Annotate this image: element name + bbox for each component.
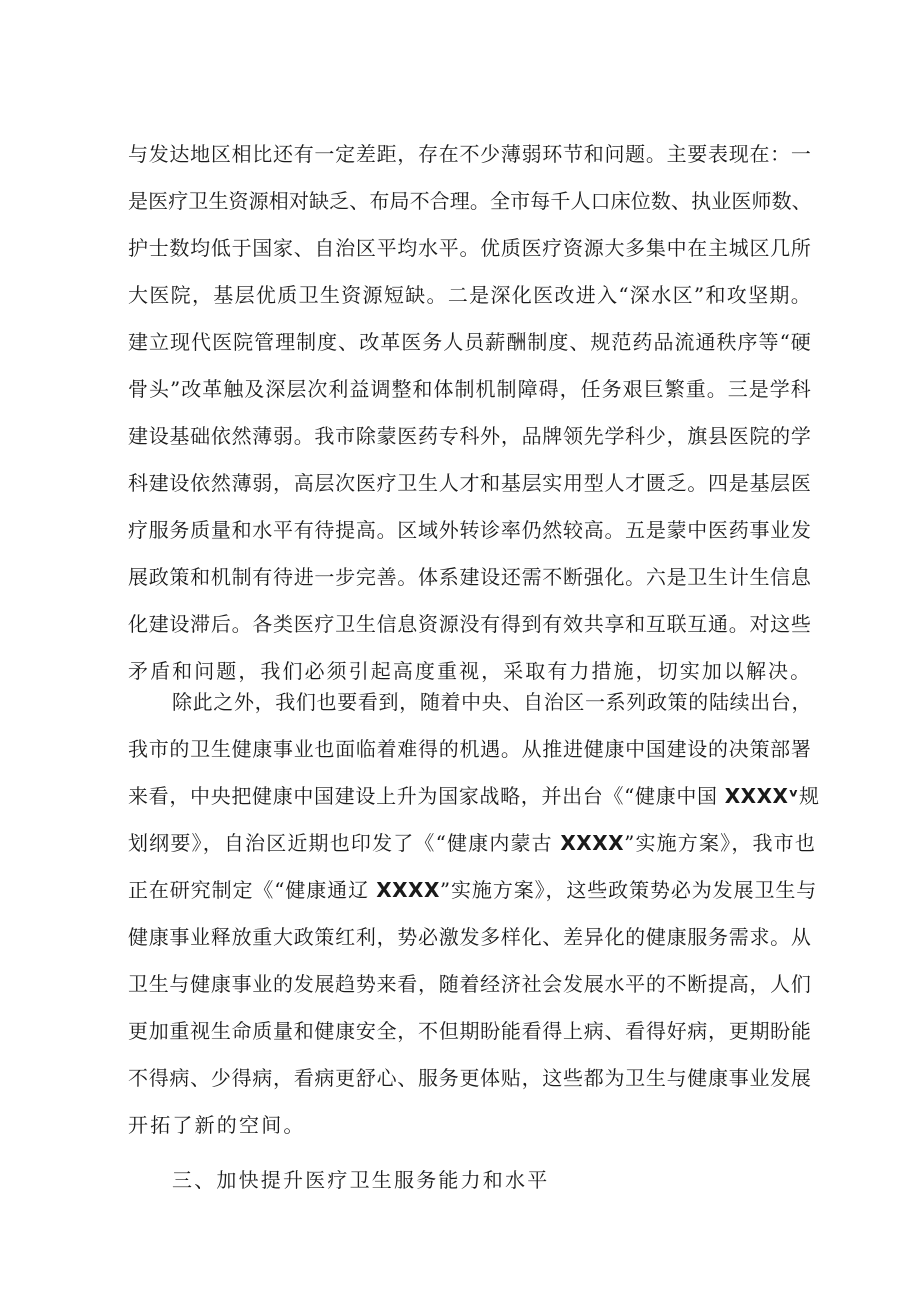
text-line: 与发达地区相比还有一定差距，存在不少薄弱环节和问题。主要表现在：一 bbox=[128, 142, 812, 166]
text-run: 来看，中央把健康中国建设上升为国家战略，并出台《“健康中国 bbox=[128, 784, 725, 808]
text-run: 规 bbox=[798, 784, 820, 808]
text-line: 骨头”改革触及深层次利益调整和体制机制障碍，任务艰巨繁重。三是学科 bbox=[128, 377, 812, 401]
text-line: 我市的卫生健康事业也面临着难得的机遇。从推进健康中国建设的决策部署 bbox=[128, 737, 812, 761]
placeholder-code: XXXX bbox=[560, 831, 625, 855]
text-line bbox=[128, 876, 817, 904]
text-line: 护士数均低于国家、自治区平均水平。优质医疗资源大多集中在主城区几所 bbox=[128, 236, 812, 260]
placeholder-code: XXXXᵛ bbox=[724, 784, 799, 808]
text-line: 化建设滞后。各类医疗卫生信息资源没有得到有效共享和互联互通。对这些 bbox=[128, 612, 812, 636]
text-line: 开拓了新的空间。 bbox=[128, 1113, 306, 1137]
placeholder-code: XXXX bbox=[376, 878, 440, 902]
section-heading: 三、加快提升医疗卫生服务能力和水平 bbox=[172, 1168, 550, 1192]
text-line: 展政策和机制有待进一步完善。体系建设还需不断强化。六是卫生计生信息 bbox=[128, 565, 812, 589]
text-line: 建立现代医院管理制度、改革医务人员薪酬制度、规范药品流通秩序等“硬 bbox=[128, 330, 812, 354]
text-run: 划纲要》，自治区近期也印发了《“健康内蒙古 bbox=[128, 831, 561, 855]
text-line: 是医疗卫生资源相对缺乏、布局不合理。全市每千人口床位数、执业医师数、 bbox=[128, 189, 812, 213]
text-line: 更加重视生命质量和健康安全，不但期盼能看得上病、看得好病，更期盼能 bbox=[128, 1019, 812, 1043]
text-line: 矛盾和问题，我们必须引起高度重视，采取有力措施，切实加以解决。 bbox=[128, 659, 813, 683]
text-line: 不得病、少得病，看病更舒心、服务更体贴，这些都为卫生与健康事业发展 bbox=[128, 1066, 812, 1090]
text-line: 卫生与健康事业的发展趋势来看，随着经济社会发展水平的不断提高，人们 bbox=[128, 972, 812, 996]
text-line: 除此之外，我们也要看到，随着中央、自治区一系列政策的陆续出台， bbox=[172, 690, 813, 714]
text-line: 大医院，基层优质卫生资源短缺。二是深化医改进入“深水区”和攻坚期。 bbox=[128, 283, 813, 307]
text-line bbox=[128, 782, 820, 810]
text-line bbox=[128, 829, 816, 857]
text-line: 科建设依然薄弱，高层次医疗卫生人才和基层实用型人才匮乏。四是基层医 bbox=[128, 471, 812, 495]
text-line: 建设基础依然薄弱。我市除蒙医药专科外，品牌领先学科少，旗县医院的学 bbox=[128, 424, 812, 448]
text-line: 疗服务质量和水平有待提高。区域外转诊率仍然较高。五是蒙中医药事业发 bbox=[128, 518, 812, 542]
text-line: 健康事业释放重大政策红利，势必激发多样化、差异化的健康服务需求。从 bbox=[128, 925, 812, 949]
text-run: 正在研究制定《“健康通辽 bbox=[128, 878, 377, 902]
text-run: ”实施方案》，我市也 bbox=[624, 831, 817, 855]
text-run: ”实施方案》，这些政策势必为发展卫生与 bbox=[439, 878, 818, 902]
